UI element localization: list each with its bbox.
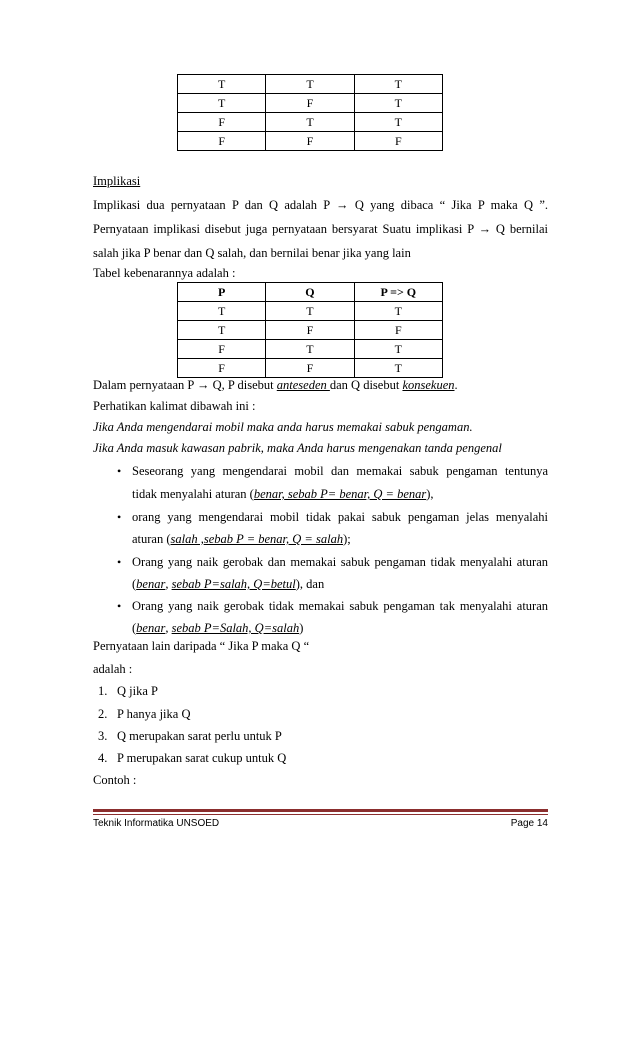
table-cell: F — [178, 113, 266, 132]
text-run: . — [454, 378, 458, 392]
table-cell: F — [266, 94, 354, 113]
paragraph-line: Contoh : — [93, 773, 137, 787]
paragraph-line: salah jika P benar dan Q salah, dan bernilai benar jika yang lain — [93, 246, 411, 260]
bullet-text: Orang yang naik gerobak dan memakai sabuk pengaman tidak menyalahi aturan — [132, 555, 548, 569]
list-item: Q jika P — [117, 684, 158, 698]
text-run: tidak menyalahi aturan ( — [132, 487, 254, 501]
footer-rule-thin — [93, 814, 548, 815]
bullet-text: Orang yang naik gerobak tidak memakai sabuk pengaman tak menyalahi aturan — [132, 599, 548, 613]
table-header-cell: P — [178, 283, 266, 302]
text-run: ), dan — [295, 577, 325, 591]
table-cell: T — [266, 340, 354, 359]
bullet-icon: • — [117, 599, 122, 613]
table-cell: T — [354, 340, 442, 359]
list-number: 1. — [98, 684, 108, 698]
example-sentence: Jika Anda masuk kawasan pabrik, maka Anda harus mengenakan tanda pengenal — [93, 441, 502, 455]
term-konsekuen: konsekuen — [402, 378, 455, 392]
table-cell: F — [266, 132, 354, 151]
footer-rule — [93, 809, 548, 812]
bullet-text — [132, 619, 548, 637]
bullet-text — [132, 530, 548, 548]
text-run: ( — [132, 621, 137, 635]
text-run: , — [165, 621, 172, 635]
table-row — [178, 340, 443, 359]
truth-table-top — [177, 74, 443, 151]
table-row — [178, 75, 443, 94]
text-run: ), — [426, 487, 434, 501]
table-cell: T — [178, 321, 266, 340]
paragraph-line: Implikasi dua pernyataan P dan Q adalah P → Q yang dibaca “ Jika P maka Q ”. — [93, 198, 548, 212]
text-run: salah , — [170, 532, 204, 546]
paragraph-line: Pernyataan lain daripada “ Jika P maka Q “ — [93, 639, 310, 653]
antecedent-line — [93, 376, 548, 394]
text-run: ) — [299, 621, 304, 635]
text-run: sebab P = benar, Q = salah — [203, 532, 344, 546]
text-run: benar — [136, 577, 166, 591]
table-row — [178, 321, 443, 340]
table-header-row — [178, 283, 443, 302]
table-cell: F — [178, 340, 266, 359]
table-cell: T — [266, 302, 354, 321]
paragraph-line: Tabel kebenarannya adalah : — [93, 266, 236, 280]
text-run: , — [165, 577, 172, 591]
table-row — [178, 359, 443, 378]
example-sentence: Jika Anda mengendarai mobil maka anda harus memakai sabuk pengaman. — [93, 420, 473, 434]
footer-page-number: Page 14 — [510, 818, 548, 829]
paragraph-line: Pernyataan implikasi disebut juga pernyataan bersyarat Suatu implikasi P → Q bernilai — [93, 222, 548, 236]
table-cell: T — [354, 75, 442, 94]
footer-institution: Teknik Informatika UNSOED — [93, 818, 220, 829]
text-run: benar, — [253, 487, 285, 501]
table-row — [178, 94, 443, 113]
list-number: 3. — [98, 729, 108, 743]
bullet-icon: • — [117, 510, 122, 524]
table-cell: F — [266, 321, 354, 340]
table-row — [178, 302, 443, 321]
text-run: aturan ( — [132, 532, 171, 546]
text-run: Dalam pernyataan P → Q, P disebut — [93, 378, 277, 392]
paragraph-line: Perhatikan kalimat dibawah ini : — [93, 399, 256, 413]
term-anteseden: anteseden — [276, 378, 330, 392]
text-run: ); — [343, 532, 351, 546]
table-cell: F — [266, 359, 354, 378]
text-run: dan Q disebut — [329, 378, 403, 392]
table-row — [178, 113, 443, 132]
table-cell: T — [178, 75, 266, 94]
text-run: ( — [132, 577, 137, 591]
table-cell: T — [178, 94, 266, 113]
bullet-icon: • — [117, 555, 122, 569]
truth-table-implication — [177, 282, 443, 378]
table-cell: T — [354, 302, 442, 321]
list-item: P merupakan sarat cukup untuk Q — [117, 751, 287, 765]
table-cell: T — [266, 113, 354, 132]
list-number: 2. — [98, 707, 108, 721]
table-cell: T — [354, 113, 442, 132]
table-cell: F — [178, 132, 266, 151]
table-cell: F — [354, 132, 442, 151]
bullet-text — [132, 485, 548, 503]
text-run: sebab P= benar, Q = benar — [284, 487, 427, 501]
table-cell: T — [178, 302, 266, 321]
table-header-cell: Q — [266, 283, 354, 302]
bullet-icon: • — [117, 464, 122, 478]
bullet-text: Seseorang yang mengendarai mobil dan memakai sabuk pengaman tentunya — [132, 464, 548, 478]
table-cell: F — [178, 359, 266, 378]
list-item: Q merupakan sarat perlu untuk P — [117, 729, 282, 743]
text-run: sebab P=salah, Q=betul — [171, 577, 296, 591]
table-cell: T — [354, 94, 442, 113]
paragraph-line: adalah : — [93, 662, 133, 676]
bullet-text: orang yang mengendarai mobil tidak pakai sabuk pengaman jelas menyalahi — [132, 510, 548, 524]
table-row — [178, 132, 443, 151]
text-run: benar — [136, 621, 166, 635]
list-item: P hanya jika Q — [117, 707, 191, 721]
section-heading-implikasi: Implikasi — [93, 174, 141, 188]
table-header-cell: P => Q — [354, 283, 442, 302]
table-cell: T — [266, 75, 354, 94]
table-cell: T — [354, 359, 442, 378]
list-number: 4. — [98, 751, 108, 765]
bullet-text — [132, 575, 548, 593]
text-run: sebab P=Salah, Q=salah — [171, 621, 300, 635]
table-cell: F — [354, 321, 442, 340]
